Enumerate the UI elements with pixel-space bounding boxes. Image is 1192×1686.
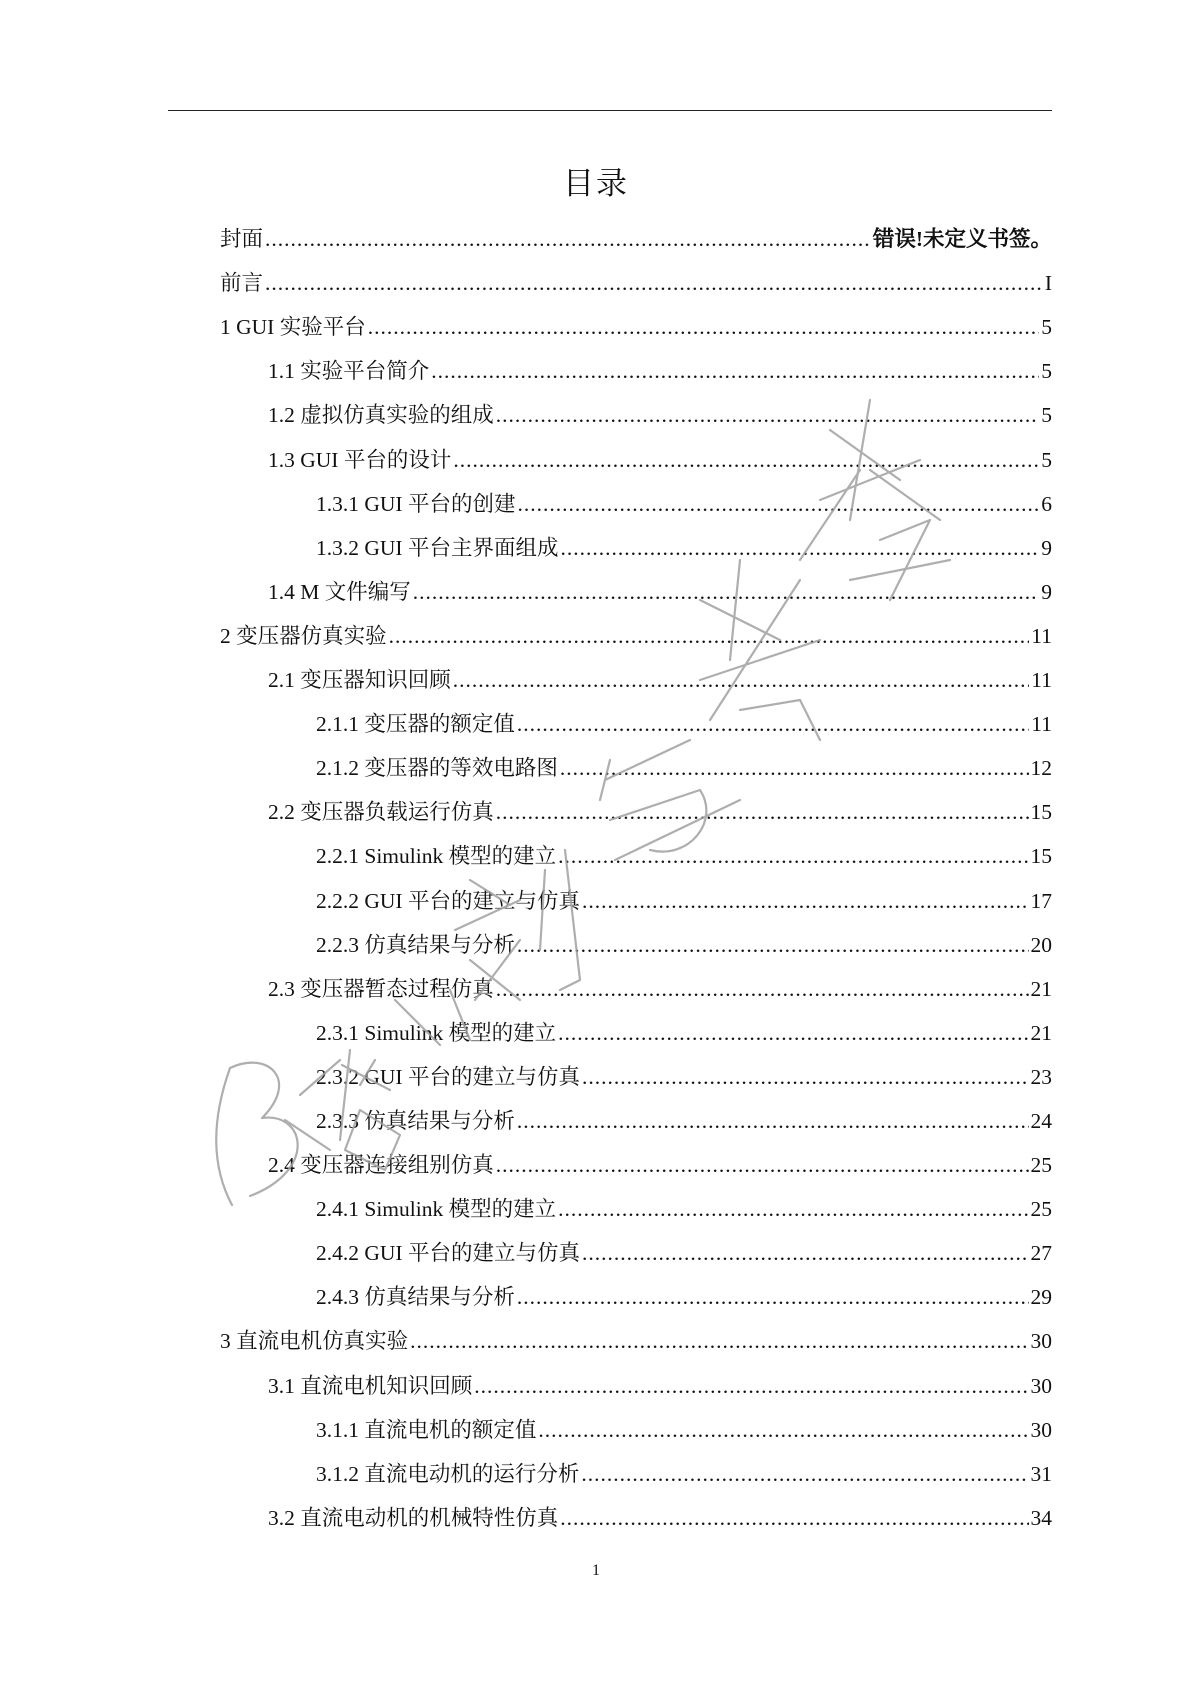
- toc-entry-page-number: 11: [1031, 668, 1052, 693]
- toc-dot-leader: [560, 753, 1029, 783]
- toc-entry-page-number: 25: [1030, 1153, 1052, 1178]
- toc-entry[interactable]: [0, 657, 1192, 701]
- header-rule: [168, 110, 1052, 111]
- toc-entry[interactable]: [0, 1010, 1192, 1054]
- page-title: 目录: [563, 166, 629, 201]
- toc-entry-title: 2.3 变压器暂态过程仿真: [268, 976, 494, 1001]
- toc-entry-page-number: 34: [1030, 1505, 1052, 1530]
- toc-dot-leader: [560, 533, 1039, 563]
- toc-entry-page-number: 31: [1030, 1461, 1052, 1486]
- toc-entry[interactable]: [0, 922, 1192, 966]
- toc-entry-page-number: 12: [1030, 756, 1052, 781]
- toc-entry-page-number: 错误!未定义书签。: [872, 227, 1052, 252]
- toc-entry[interactable]: [0, 1142, 1192, 1186]
- toc-entry-title: 1.3.2 GUI 平台主界面组成: [316, 535, 559, 560]
- toc-entry-title: 2 变压器仿真实验: [220, 623, 387, 648]
- toc-dot-leader: [453, 665, 1030, 695]
- toc-entry-page-number: 9: [1041, 535, 1052, 560]
- toc-entry-title: 2.1.2 变压器的等效电路图: [316, 756, 558, 781]
- toc-entry-page-number: 29: [1030, 1285, 1052, 1310]
- toc-entry-title: 封面: [220, 227, 264, 252]
- toc-entry-page-number: 5: [1041, 359, 1052, 384]
- toc-entry-page-number: 5: [1041, 315, 1052, 340]
- toc-entry[interactable]: [0, 392, 1192, 436]
- toc-entry-title: 2.4 变压器连接组别仿真: [268, 1153, 494, 1178]
- toc-entry-title: 1 GUI 实验平台: [220, 315, 366, 340]
- toc-entry-title: 3.1 直流电机知识回顾: [268, 1373, 473, 1398]
- toc-entry-title: 2.4.2 GUI 平台的建立与仿真: [316, 1241, 580, 1266]
- toc-entry-page-number: 15: [1030, 844, 1052, 869]
- toc-entry-page-number: 15: [1030, 800, 1052, 825]
- toc-entry[interactable]: [0, 1407, 1192, 1451]
- toc-entry-title: 1.3.1 GUI 平台的创建: [316, 491, 516, 516]
- toc-entry[interactable]: [0, 304, 1192, 348]
- toc-entry-title: 2.3.3 仿真结果与分析: [316, 1108, 515, 1133]
- toc-entry[interactable]: [0, 525, 1192, 569]
- table-of-contents: [0, 216, 1192, 1539]
- toc-dot-leader: [538, 1415, 1028, 1445]
- toc-dot-leader: [582, 1238, 1029, 1268]
- toc-dot-leader: [558, 1018, 1028, 1048]
- toc-entry[interactable]: [0, 348, 1192, 392]
- toc-entry-page-number: 11: [1031, 712, 1052, 737]
- toc-entry[interactable]: [0, 1451, 1192, 1495]
- toc-dot-leader: [474, 1371, 1028, 1401]
- toc-dot-leader: [582, 886, 1029, 916]
- toc-entry-title: 3.1.2 直流电动机的运行分析: [316, 1461, 580, 1486]
- toc-entry-title: 2.1.1 变压器的额定值: [316, 712, 515, 737]
- toc-entry-title: 前言: [220, 271, 264, 296]
- toc-entry-page-number: 21: [1030, 1020, 1052, 1045]
- toc-dot-leader: [558, 841, 1028, 871]
- toc-entry[interactable]: [0, 1274, 1192, 1318]
- toc-entry-title: 2.1 变压器知识回顾: [268, 668, 451, 693]
- toc-entry-title: 1.1 实验平台简介: [268, 359, 430, 384]
- page-number: 1: [592, 1562, 600, 1579]
- toc-entry-page-number: 5: [1041, 447, 1052, 472]
- toc-entry-page-number: 30: [1030, 1373, 1052, 1398]
- toc-entry[interactable]: [0, 1495, 1192, 1539]
- toc-entry-page-number: 20: [1030, 932, 1052, 957]
- toc-entry[interactable]: [0, 1318, 1192, 1362]
- toc-dot-leader: [581, 1459, 1028, 1489]
- toc-entry-page-number: 6: [1041, 491, 1052, 516]
- toc-entry[interactable]: [0, 966, 1192, 1010]
- toc-dot-leader: [496, 974, 1029, 1004]
- toc-entry[interactable]: [0, 216, 1192, 260]
- toc-dot-leader: [517, 1106, 1029, 1136]
- toc-entry[interactable]: [0, 789, 1192, 833]
- toc-dot-leader: [265, 224, 871, 254]
- toc-dot-leader: [517, 709, 1029, 739]
- toc-entry[interactable]: [0, 1098, 1192, 1142]
- toc-entry[interactable]: [0, 1054, 1192, 1098]
- toc-entry-title: 3 直流电机仿真实验: [220, 1329, 409, 1354]
- toc-entry-page-number: 5: [1041, 403, 1052, 428]
- toc-entry[interactable]: [0, 436, 1192, 480]
- toc-dot-leader: [560, 1503, 1028, 1533]
- toc-entry-title: 3.2 直流电动机的机械特性仿真: [268, 1505, 559, 1530]
- toc-dot-leader: [517, 489, 1039, 519]
- toc-entry[interactable]: [0, 833, 1192, 877]
- toc-entry[interactable]: [0, 260, 1192, 304]
- toc-dot-leader: [410, 1326, 1028, 1356]
- toc-dot-leader: [496, 1150, 1029, 1180]
- toc-entry-title: 2.2.2 GUI 平台的建立与仿真: [316, 888, 580, 913]
- toc-entry-title: 1.3 GUI 平台的设计: [268, 447, 452, 472]
- toc-entry[interactable]: [0, 1230, 1192, 1274]
- toc-dot-leader: [517, 1282, 1029, 1312]
- toc-entry-page-number: 25: [1030, 1197, 1052, 1222]
- toc-entry-title: 1.4 M 文件编写: [268, 579, 411, 604]
- toc-entry-page-number: 21: [1030, 976, 1052, 1001]
- toc-dot-leader: [558, 1194, 1028, 1224]
- toc-dot-leader: [389, 621, 1030, 651]
- toc-dot-leader: [496, 400, 1039, 430]
- toc-dot-leader: [431, 356, 1039, 386]
- toc-entry[interactable]: [0, 1186, 1192, 1230]
- toc-entry-title: 2.2.3 仿真结果与分析: [316, 932, 515, 957]
- toc-entry-title: 2.4.1 Simulink 模型的建立: [316, 1197, 557, 1222]
- toc-dot-leader: [453, 445, 1039, 475]
- toc-dot-leader: [496, 797, 1029, 827]
- toc-entry-page-number: 30: [1030, 1417, 1052, 1442]
- toc-entry-page-number: 30: [1030, 1329, 1052, 1354]
- toc-dot-leader: [517, 930, 1029, 960]
- toc-entry[interactable]: [0, 613, 1192, 657]
- toc-dot-leader: [413, 577, 1040, 607]
- toc-dot-leader: [582, 1062, 1029, 1092]
- toc-dot-leader: [368, 312, 1040, 342]
- toc-entry-title: 2.2 变压器负载运行仿真: [268, 800, 494, 825]
- toc-entry[interactable]: [0, 1362, 1192, 1406]
- toc-entry-page-number: I: [1044, 271, 1052, 296]
- toc-entry-page-number: 11: [1031, 623, 1052, 648]
- toc-dot-leader: [265, 268, 1043, 298]
- toc-entry-title: 2.3.2 GUI 平台的建立与仿真: [316, 1064, 580, 1089]
- toc-entry-page-number: 23: [1030, 1064, 1052, 1089]
- toc-entry[interactable]: [0, 481, 1192, 525]
- toc-entry[interactable]: [0, 569, 1192, 613]
- toc-entry-title: 2.4.3 仿真结果与分析: [316, 1285, 515, 1310]
- toc-entry[interactable]: [0, 745, 1192, 789]
- toc-entry[interactable]: [0, 701, 1192, 745]
- toc-entry-title: 3.1.1 直流电机的额定值: [316, 1417, 537, 1442]
- toc-entry-page-number: 17: [1030, 888, 1052, 913]
- toc-entry-page-number: 9: [1041, 579, 1052, 604]
- toc-entry-title: 2.3.1 Simulink 模型的建立: [316, 1020, 557, 1045]
- toc-entry-title: 2.2.1 Simulink 模型的建立: [316, 844, 557, 869]
- toc-entry-page-number: 27: [1030, 1241, 1052, 1266]
- toc-entry-page-number: 24: [1030, 1108, 1052, 1133]
- toc-entry[interactable]: [0, 877, 1192, 921]
- toc-entry-title: 1.2 虚拟仿真实验的组成: [268, 403, 494, 428]
